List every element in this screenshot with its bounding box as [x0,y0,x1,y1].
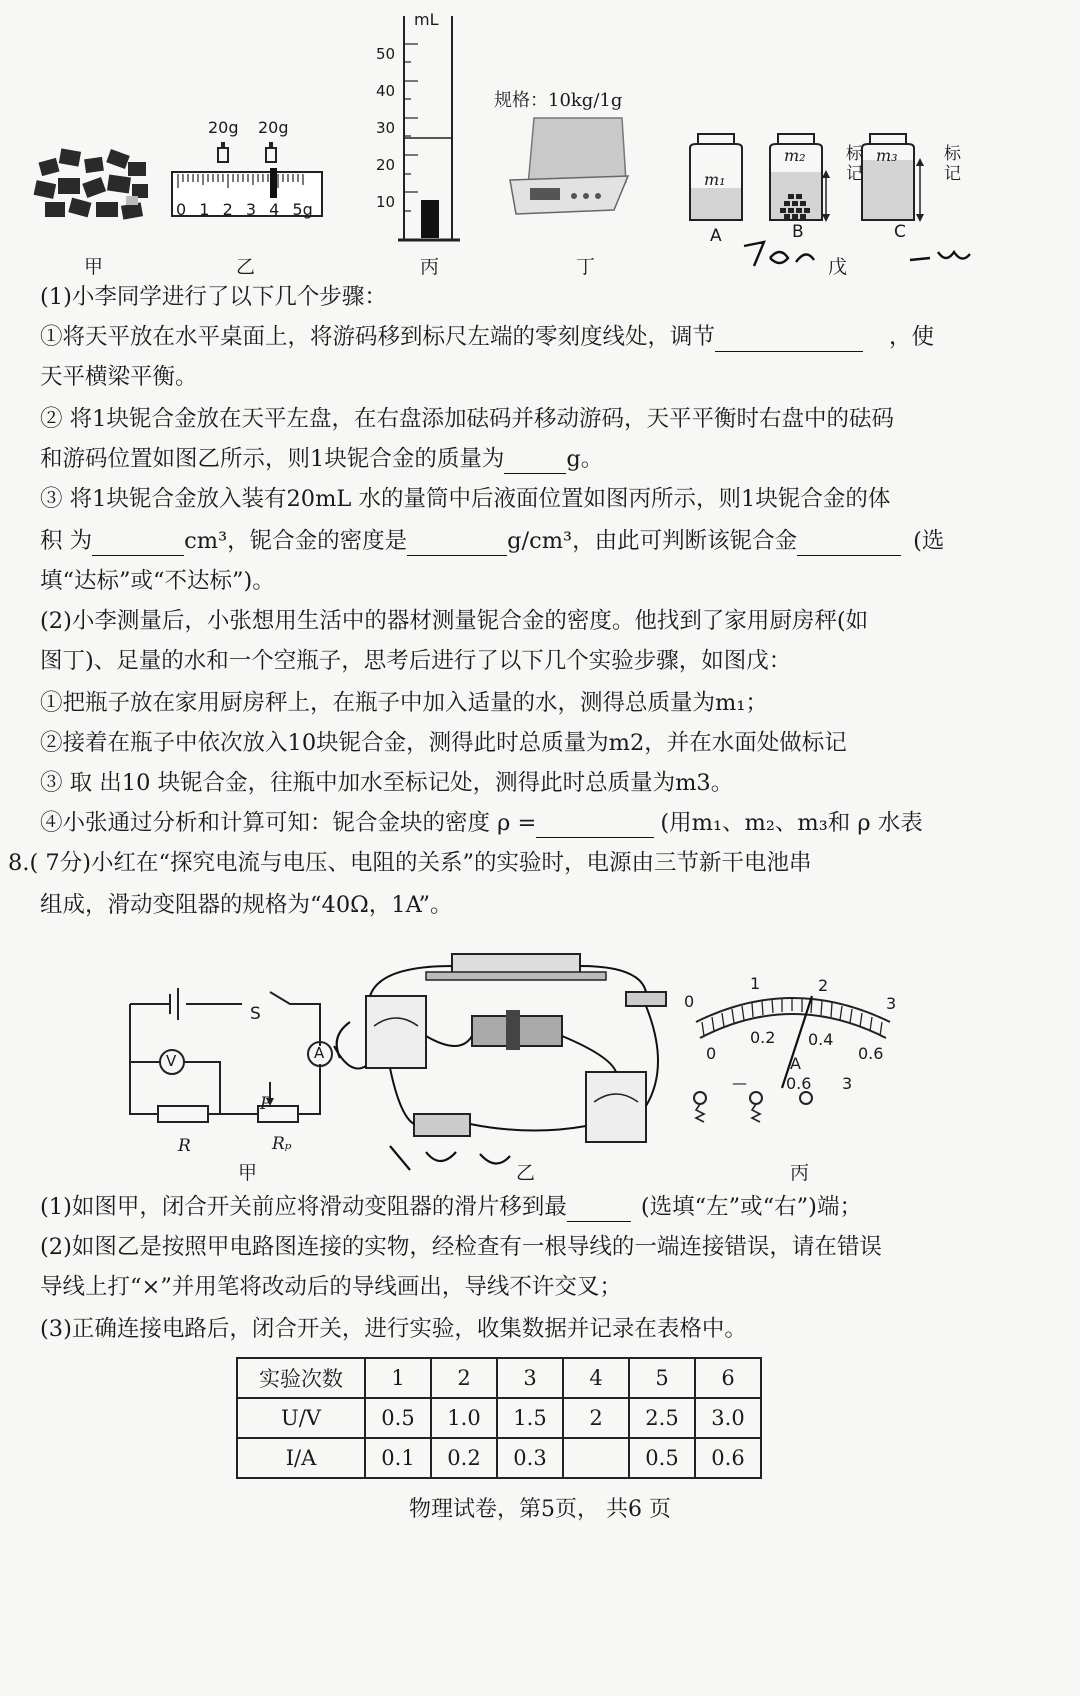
q7-step2-text: 和游码位置如图乙所示，则1块铌合金的质量为 [40,446,505,472]
table-cell-empty[interactable] [563,1438,629,1478]
scale-spec: 规格：10kg/1g [494,90,623,111]
q7-step3-line-a: ③ 将1块铌合金放入装有20mL 水的量筒中后液面位置如图丙所示，则1块铌合金的体 [40,486,891,512]
label-resistor: R [178,1136,191,1156]
answer-blank-density[interactable] [407,531,507,556]
table-cell: 2 [431,1358,497,1398]
answer-blank-rho[interactable] [536,813,654,838]
table-row [237,1358,761,1398]
weight-label-2: 20g [258,118,289,137]
mark-label-b: 标记 [846,144,863,184]
bottle-letter-b: B [792,222,804,242]
fig-caption-circuit-bing: 丙 [790,1162,810,1184]
table-cell: 0.5 [365,1398,431,1438]
label-voltmeter: V [166,1052,177,1070]
terminal-06: 0.6 [786,1074,812,1093]
q7-step3-text-2: cm³，铌合金的密度是 [184,528,408,554]
dial-upper-1: 1 [750,974,761,993]
label-switch: S [250,1004,261,1024]
graduated-cylinder [396,14,466,246]
tick-3: 3 [245,200,257,219]
table-cell: 1.5 [497,1398,563,1438]
terminal-neg: — [732,1074,747,1092]
q7-part2-step2: ②接着在瓶子中依次放入10块铌合金，测得此时总质量为m2，并在水面处做标记 [40,730,847,756]
dial-unit: A [790,1054,801,1073]
answer-blank-mass[interactable] [504,449,566,474]
table-cell: 1 [365,1358,431,1398]
ruler-ticks [176,200,313,219]
q7-step3-line-b [40,526,1020,556]
cyl-tick-10: 10 [376,193,396,211]
q7-part1-intro: (1)小李同学进行了以下几个步骤： [40,284,387,310]
tick-1: 1 [199,200,210,219]
answer-blank-adjust[interactable] [715,327,863,352]
table-cell: 0.6 [695,1438,761,1478]
handwriting-scribble [740,232,980,276]
q8-intro-a: 8.( 7分)小红在“探究电流与电压、电阻的关系”的实验时，电源由三节新干电池串 [8,850,812,876]
q8-q2-line-b: 导线上打“×”并用笔将改动后的导线画出，导线不许交叉； [40,1274,622,1300]
fig-caption-circuit-yi: 乙 [516,1162,536,1184]
physical-circuit-figure [330,926,700,1176]
answer-blank-slider-end[interactable] [567,1197,631,1222]
label-ammeter: A [314,1044,325,1062]
q7-part2-line-a: (2)小李测量后，小张想用生活中的器材测量铌合金的密度。他找到了家用厨房秤(如 [40,608,869,634]
q7-step3-text-3: g/cm³，由此可判断该铌合金 [507,528,798,554]
table-cell: 2 [563,1398,629,1438]
tick-4: 4 [269,200,280,219]
fig-caption-ding: 丁 [576,256,596,278]
bottle-label-m3: m₃ [876,146,898,165]
dial-upper-2: 2 [818,976,829,995]
q7-step4-text-a: ④小张通过分析和计算可知：铌合金块的密度 ρ = [40,810,537,836]
q7-step3-text-4: (选 [913,528,945,554]
q7-step4-text-b: (用m₁、m₂、m₃和 ρ 水表 [660,810,923,836]
table-cell: 4 [563,1358,629,1398]
three-bottles-figure [688,132,988,232]
table-cell: 6 [695,1358,761,1398]
alloy-blocks-figure [30,140,155,240]
q7-step3-text-1: 积 为 [40,528,93,554]
cyl-tick-40: 40 [376,82,396,100]
q7-part2-line-b: 图丁)、足量的水和一个空瓶子，思考后进行了以下几个实验步骤，如图戊： [40,648,792,674]
circuit-diagram [120,984,340,1134]
q8-intro-b: 组成，滑动变阻器的规格为“40Ω，1A”。 [40,892,453,918]
bottle-letter-c: C [894,222,906,242]
dial-lower-06: 0.6 [858,1044,884,1063]
table-cell: 实验次数 [237,1358,365,1398]
table-row [237,1438,761,1478]
table-cell: 0.3 [497,1438,563,1478]
answer-blank-standard[interactable] [797,531,901,556]
q7-step3-line-c: 填“达标”或“不达标”)。 [40,568,275,594]
table-cell: 5 [629,1358,695,1398]
table-cell: 0.2 [431,1438,497,1478]
bottle-label-m1: m₁ [704,170,726,189]
dial-lower-0: 0 [706,1044,717,1063]
dial-lower-04: 0.4 [808,1030,834,1049]
kitchen-scale-figure [504,112,634,222]
table-cell: 3.0 [695,1398,761,1438]
answer-blank-volume[interactable] [92,531,184,556]
weight-icon [218,148,228,162]
terminal-3: 3 [842,1074,853,1093]
page-footer: 物理试卷，第5页， 共6 页 [409,1497,671,1522]
table-cell: 0.1 [365,1438,431,1478]
dial-upper-3: 3 [886,994,897,1013]
q7-step1-text-a: ①将天平放在水平桌面上，将游码移到标尺左端的零刻度线处，调节 [40,324,716,350]
dial-upper-0: 0 [684,992,695,1011]
fig-caption-bing: 丙 [420,256,440,278]
cyl-tick-30: 30 [376,119,396,137]
fig-caption-wu: 戊 [828,256,848,278]
cyl-tick-50: 50 [376,45,396,63]
tick-0: 0 [176,200,187,219]
q7-step2-line-b [40,444,1020,474]
tick-5: 5g [292,200,313,219]
q7-step1-line [40,322,1020,352]
bottle-letter-a: A [710,226,722,246]
q8-q1-text-b: (选填“左”或“右”)端； [640,1194,862,1220]
cyl-tick-20: 20 [376,156,396,174]
tick-2: 2 [222,200,233,219]
dial-lower-02: 0.2 [750,1028,776,1047]
q7-part2-step4 [40,808,1020,838]
q7-step1-cont: 天平横梁平衡。 [40,364,198,390]
cylinder-ticks [376,36,395,221]
table-cell: 1.0 [431,1398,497,1438]
label-slider: P [260,1094,272,1114]
table-cell: 2.5 [629,1398,695,1438]
table-cell: U/V [237,1398,365,1438]
q7-step2-line-a: ② 将1块铌合金放在天平左盘，在右盘添加砝码并移动游码，天平平衡时右盘中的砝码 [40,406,894,432]
fig-caption-jia: 甲 [84,256,104,278]
weight-icon [266,148,276,162]
weight-label-1: 20g [208,118,239,137]
table-cell: I/A [237,1438,365,1478]
q7-step1-text-b: ，使 [889,324,935,350]
table-row [237,1398,761,1438]
q7-part2-step1: ①把瓶子放在家用厨房秤上，在瓶子中加入适量的水，测得总质量为m₁； [40,690,768,716]
table-cell: 3 [497,1358,563,1398]
fig-caption-circuit-jia: 甲 [238,1162,258,1184]
q8-q2-line-a: (2)如图乙是按照甲电路图连接的实物，经检查有一根导线的一端连接错误，请在错误 [40,1234,882,1260]
q7-part2-step3: ③ 取 出10 块铌合金，往瓶中加水至标记处，测得此时总质量为m3。 [40,770,734,796]
rider [270,168,277,198]
data-table [236,1357,762,1479]
alloy-in-cylinder [421,200,439,238]
bottle-label-m2: m₂ [784,146,806,165]
fig-caption-yi: 乙 [236,256,256,278]
q7-step2-unit: g。 [566,446,604,472]
mark-label-c: 标记 [944,144,961,184]
q8-q3-line: (3)正确连接电路后，闭合开关，进行实验，收集数据并记录在表格中。 [40,1316,747,1342]
table-cell: 0.5 [629,1438,695,1478]
label-rheostat: Rₚ [272,1134,292,1154]
cylinder-unit: mL [414,10,439,29]
q8-q1-line [40,1192,1020,1222]
q8-q1-text-a: (1)如图甲，闭合开关前应将滑动变阻器的滑片移到最 [40,1194,567,1220]
